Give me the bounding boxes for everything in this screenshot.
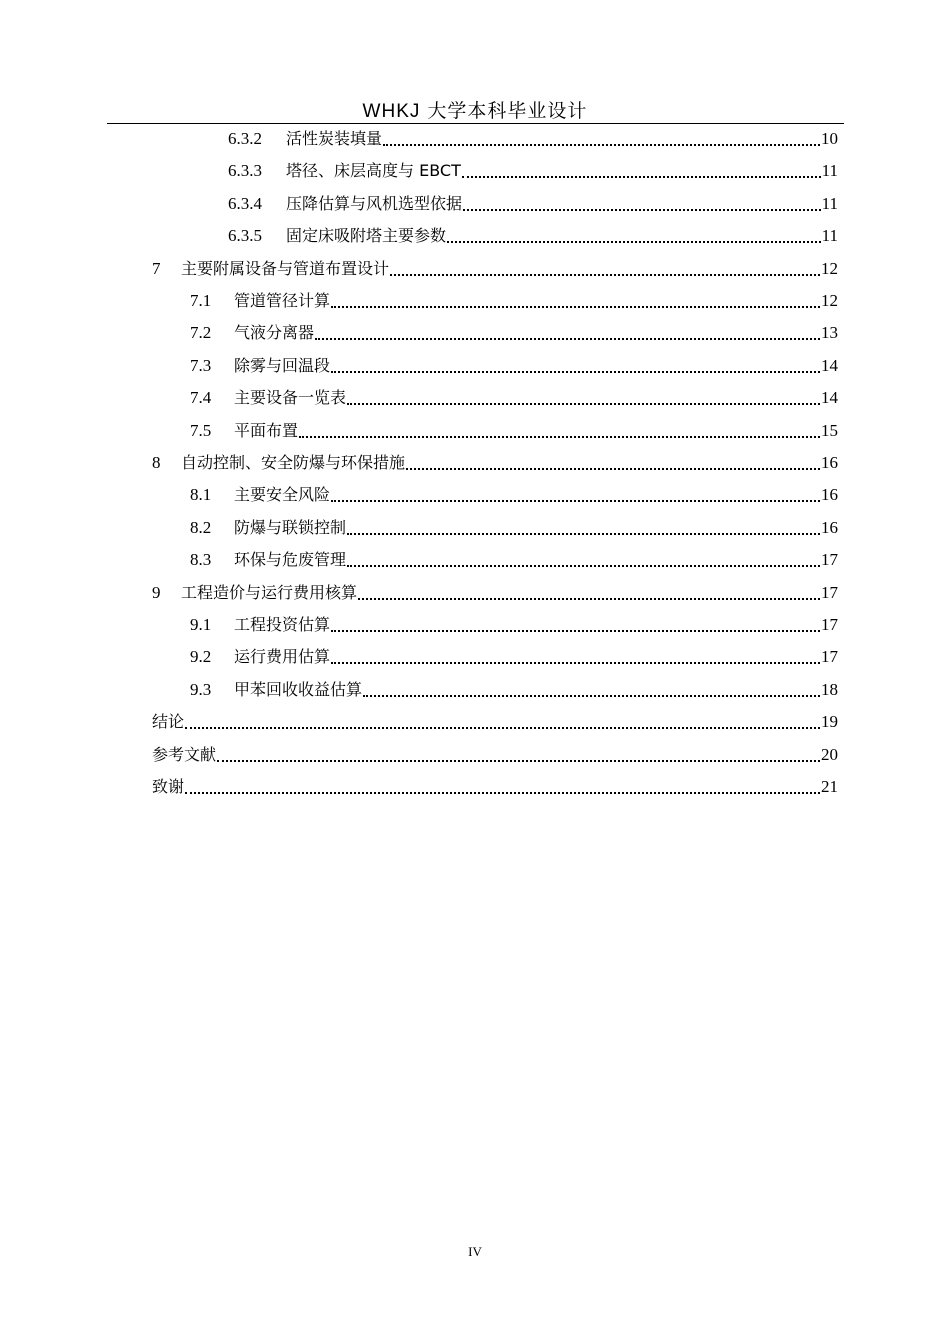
toc-entry[interactable] (190, 545, 838, 571)
toc-entry-title: 结论 (152, 712, 185, 732)
toc-entry-page: 16 (821, 517, 838, 537)
toc-entry-title: 活性炭装填量 (286, 129, 383, 148)
toc-entry[interactable] (152, 707, 838, 733)
toc-entry-number: 9 (152, 582, 161, 602)
toc-entry-title: 自动控制、安全防爆与环保措施 (181, 453, 406, 472)
toc-entry-title: 固定床吸附塔主要参数 (286, 226, 447, 246)
toc-entry[interactable] (152, 578, 838, 604)
toc-entry[interactable] (228, 221, 838, 247)
toc-entry-page: 15 (821, 420, 838, 440)
toc-entry-page: 14 (821, 388, 838, 408)
toc-entry-page: 19 (821, 712, 838, 732)
toc-entry-title: 运行费用估算 (234, 647, 331, 667)
toc-entry-title: 主要安全风险 (234, 485, 331, 505)
toc-entry-page: 16 (821, 485, 838, 505)
toc-entry[interactable] (190, 416, 838, 442)
toc-entry[interactable] (152, 254, 838, 280)
toc-entry-title: 主要附属设备与管道布置设计 (181, 258, 390, 278)
toc-entry-number: 9.2 (190, 647, 212, 667)
toc-entry-page: 20 (821, 744, 838, 764)
toc-entry[interactable] (190, 675, 838, 701)
toc-entry[interactable] (190, 318, 838, 344)
toc-entry-number: 7 (152, 258, 161, 278)
toc-dot-leader (331, 371, 820, 373)
toc-dot-leader (406, 468, 820, 470)
toc-entry[interactable] (190, 286, 838, 312)
toc-dot-leader (331, 306, 820, 308)
toc-dot-leader (185, 792, 820, 794)
toc-entry-page: 17 (821, 647, 838, 667)
toc-entry-title: 平面布置 (234, 420, 299, 440)
toc-entry[interactable] (152, 448, 838, 474)
toc-entry[interactable] (228, 156, 838, 182)
toc-entry-number: 6.3.3 (228, 161, 262, 181)
toc-entry-page: 12 (821, 258, 838, 278)
toc-entry-title: 甲苯回收收益估算 (234, 679, 363, 699)
page-header-title (0, 96, 950, 123)
toc-entry-number: 6.3.2 (228, 129, 262, 148)
toc-entry-title: 防爆与联锁控制 (234, 517, 347, 537)
toc-entry[interactable] (190, 513, 838, 539)
toc-entry-page: 10 (821, 129, 838, 148)
toc-entry[interactable] (152, 740, 838, 766)
toc-entry-page: 17 (821, 615, 838, 634)
toc-dot-leader (463, 209, 821, 211)
toc-dot-leader (347, 533, 820, 535)
toc-entry-number: 9.3 (190, 679, 212, 699)
toc-dot-leader (217, 760, 820, 762)
toc-entry-page: 21 (821, 777, 838, 796)
toc-entry-title: 塔径、床层高度与 EBCT (286, 161, 461, 181)
toc-entry-title: 参考文献 (152, 744, 217, 764)
toc-dot-leader (331, 630, 820, 632)
toc-entry-page: 14 (821, 355, 838, 375)
toc-entry[interactable] (190, 642, 838, 668)
toc-dot-leader (462, 176, 821, 178)
toc-entry-page: 11 (821, 226, 838, 246)
toc-entry-title: 环保与危废管理 (234, 550, 347, 570)
toc-entry-title: 气液分离器 (234, 323, 315, 343)
toc-entry-page: 17 (821, 582, 838, 602)
toc-entry-number: 7.3 (190, 355, 212, 375)
toc-entry-number: 6.3.5 (228, 226, 262, 246)
toc-entry-number: 7.4 (190, 388, 212, 408)
toc-dot-leader (383, 144, 820, 146)
toc-entry[interactable] (190, 351, 838, 377)
toc-entry-number: 7.2 (190, 323, 212, 343)
toc-dot-leader (185, 727, 820, 729)
toc-entry-number: 6.3.4 (228, 193, 262, 213)
toc-entry-page: 11 (821, 193, 838, 213)
toc-entry-title: 工程投资估算 (234, 615, 331, 634)
toc-entry-number: 7.5 (190, 420, 212, 440)
toc-dot-leader (331, 662, 820, 664)
toc-dot-leader (347, 403, 820, 405)
toc-entry-title: 主要设备一览表 (234, 388, 347, 408)
toc-dot-leader (315, 338, 820, 340)
toc-entry-number: 7.1 (190, 291, 212, 310)
toc-dot-leader (447, 241, 821, 243)
toc-entry-page: 18 (821, 679, 838, 699)
toc-entry-page: 13 (821, 323, 838, 343)
header-title-cjk: 大学本科毕业设计 (427, 100, 588, 122)
toc-entry-title: 管道管径计算 (234, 291, 331, 310)
toc-dot-leader (358, 598, 820, 600)
toc-entry-number: 8.1 (190, 485, 212, 505)
toc-entry-title: 压降估算与风机选型依据 (286, 193, 463, 213)
toc-entry-title: 工程造价与运行费用核算 (181, 582, 358, 602)
toc-entry-number: 9.1 (190, 615, 212, 634)
toc-dot-leader (363, 695, 820, 697)
toc-entry-page: 12 (821, 291, 838, 310)
toc-entry[interactable] (190, 480, 838, 506)
toc-dot-leader (390, 274, 820, 276)
toc-entry-number: 8.2 (190, 517, 212, 537)
footer-page-number: IV (468, 1244, 482, 1259)
toc-entry[interactable] (190, 610, 838, 636)
toc-entry-number: 8 (152, 453, 161, 472)
toc-entry-page: 16 (821, 453, 838, 472)
toc-entry-page: 17 (821, 550, 838, 570)
toc-entry[interactable] (152, 772, 838, 798)
toc-entry-number: 8.3 (190, 550, 212, 570)
toc-entry[interactable] (228, 124, 838, 150)
toc-entry[interactable] (190, 383, 838, 409)
toc-entry[interactable] (228, 189, 838, 215)
toc-entry-title: 除雾与回温段 (234, 355, 331, 375)
toc-entry-page: 11 (821, 161, 838, 181)
toc-dot-leader (347, 565, 820, 567)
toc-dot-leader (299, 436, 820, 438)
header-title-latin: WHKJ (362, 101, 421, 122)
toc-entry-title: 致谢 (152, 777, 185, 796)
toc-dot-leader (331, 500, 820, 502)
